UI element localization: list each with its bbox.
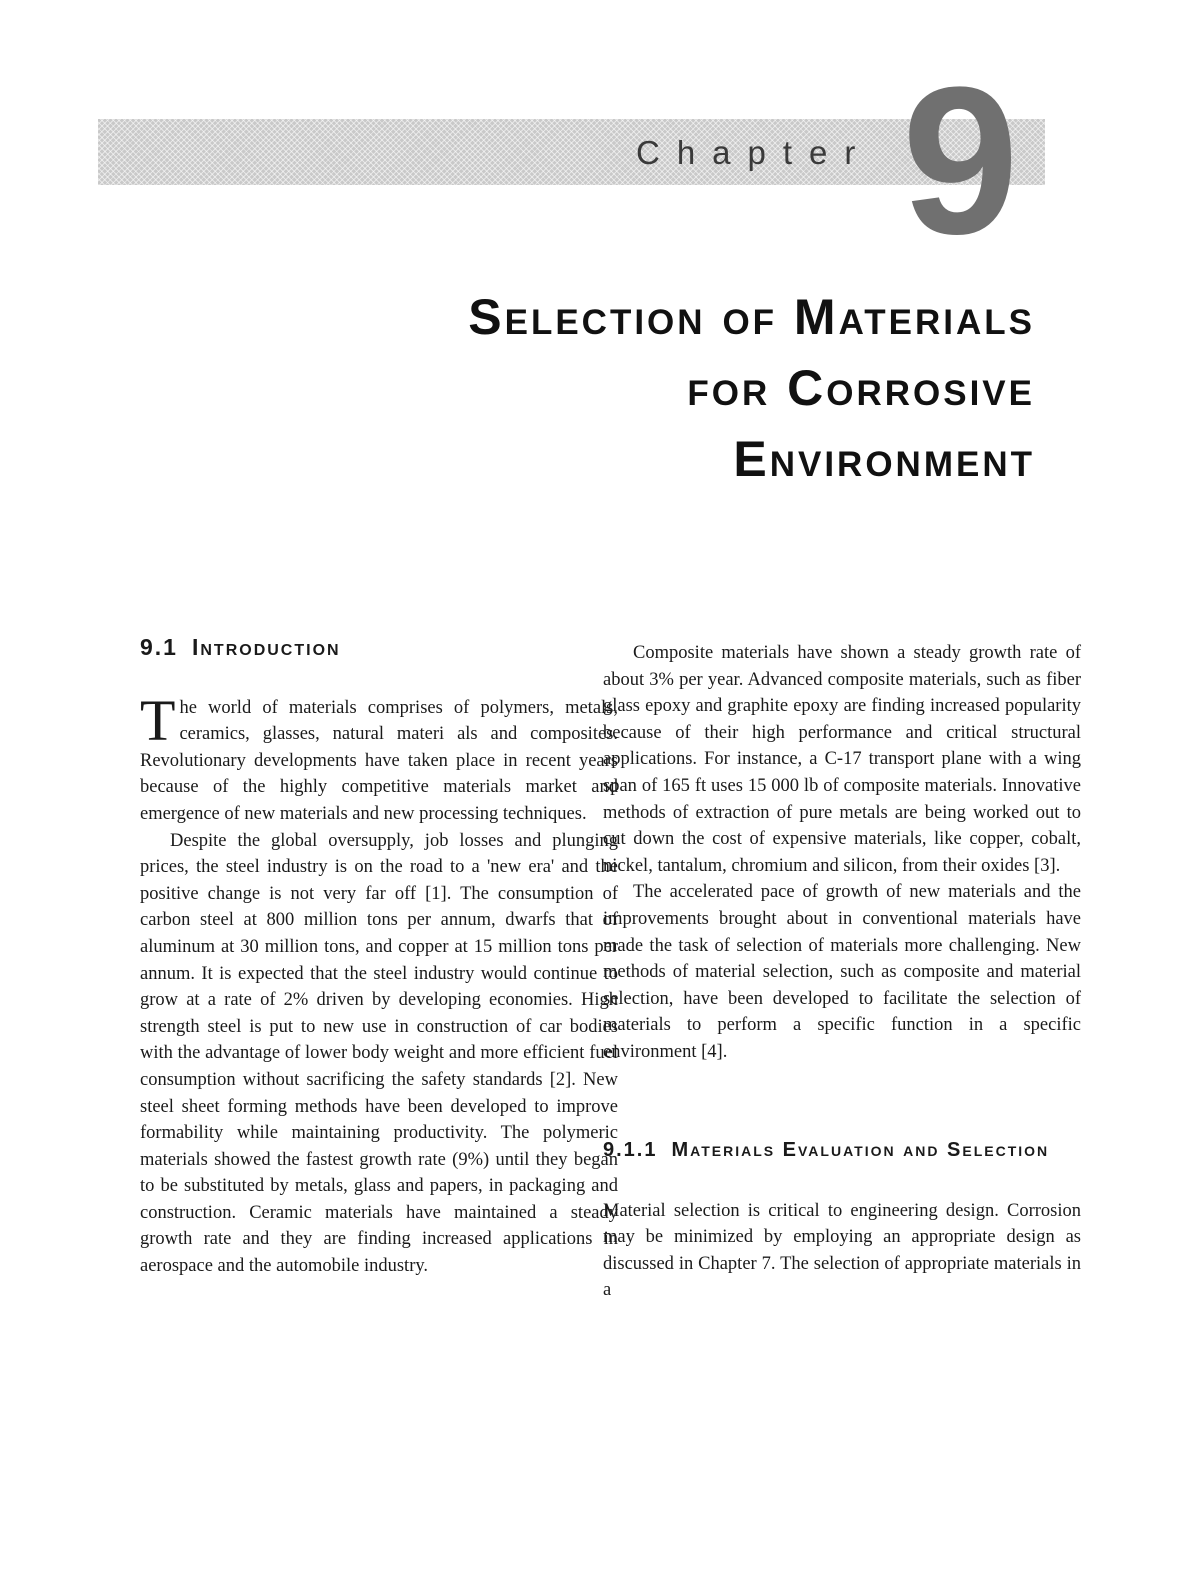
subsection-heading (603, 1132, 1081, 1168)
chapter-label: Chapter (636, 134, 873, 171)
paragraph-composites: Composite materials have shown a steady growth rate of about 3% per year. Advanced composite materials, such as fiber glass epoxy and graphite epoxy are finding increased popularity because of their high performance and critical structural applications. For instance, a C-17 transport plane with a wing span of 165 ft uses 15 000 lb of composite materials. Innovative methods of extraction of pure metals are being worked out to cut down the cost of expensive materials, like copper, cobalt, nickel, tantalum, chromium and silicon, from their oxides [3]. (603, 643, 1081, 876)
subsection-number: 9.1.1 (603, 1138, 658, 1161)
section-heading (140, 634, 618, 661)
section-title: Introduction (191, 634, 341, 660)
chapter-number: 9 (902, 43, 1019, 278)
chapter-title-line-2: for Corrosive (687, 360, 1035, 416)
chapter-title-line-1: Selection of Materials (468, 289, 1035, 345)
paragraph-steel: Despite the global oversupply, job losses and plunging prices, the steel industry is on the road to a 'new era' and the positive change is not very far off [1]. The consumption of carbon steel at 800 million tons per annum, dwarfs that of aluminum at 30 million tons, and copper at 15 million tons per annum. It is expected that the steel industry would continue to grow at a rate of 2% driven by developing economies. High strength steel is put to new use in construction of car bodies with the advantage of lower body weight and more efficient fuel consumption without sacrificing the safety standards [2]. New steel sheet forming methods have been developed to improve formability while maintaining productivity. The polymeric materials showed the fastest growth rate (9%) until they began to be substituted by metals, glass and papers, in packaging and construction. Ceramic materials have maintained a steady growth rate and they are finding increased applications in aerospace and the automobile industry. (140, 830, 618, 1277)
paragraph-material-selection: Material selection is critical to engineering design. Corrosion may be minimized by employing an appropriate design as discussed in Chapter 7. The selection of appropriate materials in a (603, 1200, 1081, 1301)
paragraph-intro (140, 687, 618, 828)
section-number: 9.1 (140, 634, 178, 660)
paragraph-selection: The accelerated pace of growth of new materials and the improvements brought about in conventional materials have made the task of selection of materials more challenging. New methods of material selection, such as composite and material selection, have been developed to facilitate the selection of materials to perform a specific function in a specific environment [4]. (603, 882, 1081, 1062)
paragraph-intro-text: he world of materials comprises of polymers, metals, ceramics, glasses, natural materi als and composites. Revolutionary developments have taken place in recent years because of the highly competitive materials market and emergence of new materials and new processing techniques. (140, 697, 618, 824)
chapter-title (468, 282, 1035, 495)
subsection-title: Materials Evaluation and Selection (671, 1138, 1050, 1161)
right-column (603, 640, 1081, 1304)
chapter-title-line-3: Environment (733, 431, 1035, 487)
left-column (140, 634, 618, 1280)
drop-cap: T (140, 687, 176, 753)
